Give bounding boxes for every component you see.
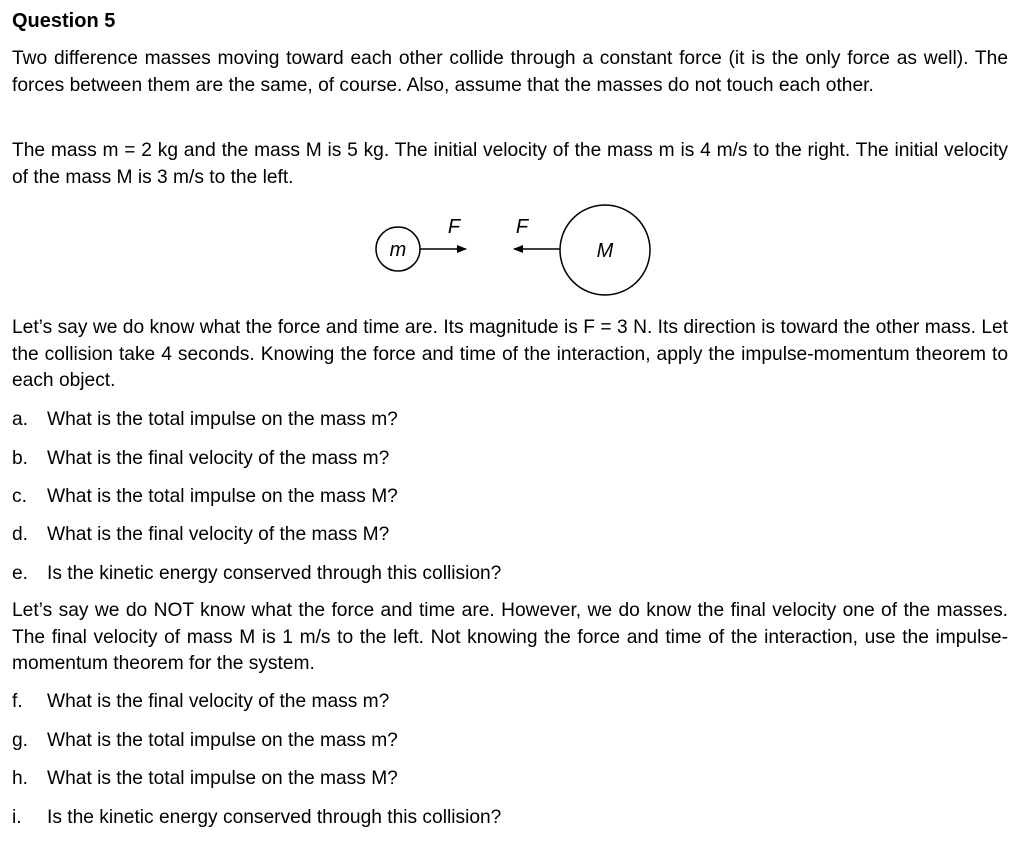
force-label-right: F (515, 216, 529, 238)
question-text: What is the final velocity of the mass m? (47, 448, 390, 469)
question-letter: f. (12, 691, 23, 712)
question-text: What is the final velocity of the mass M? (47, 524, 390, 545)
question-h (12, 767, 398, 791)
question-title: Question 5 (12, 10, 116, 32)
question-letter: b. (12, 448, 29, 469)
part1-paragraph: Let’s say we do know what the force and time are. Its magnitude is F = 3 N. Its direction is toward the other mass. Let the collision take 4 seconds. Knowing the force and time of the interaction, apply the impulse-momentum theorem to each object. (12, 317, 1008, 391)
question-g (12, 729, 398, 753)
question-e (12, 562, 501, 586)
question-text: What is the final velocity of the mass m? (47, 691, 390, 712)
question-letter: d. (12, 524, 29, 545)
question-letter: h. (12, 768, 29, 789)
question-text: What is the total impulse on the mass m? (47, 409, 398, 430)
force-label-left: F (447, 216, 461, 238)
part2-paragraph: Let’s say we do NOT know what the force and time are. However, we do know the final velocity one of the masses. The final velocity of mass M is 1 m/s to the left. Not knowing the force and time of the interaction, use the impulse-momentum theorem for the system. (12, 600, 1008, 674)
large-mass-label: M (596, 240, 614, 262)
question-text: What is the total impulse on the mass M? (47, 768, 398, 789)
collision-diagram (360, 198, 670, 304)
question-text: What is the total impulse on the mass m? (47, 730, 398, 751)
question-text: Is the kinetic energy conserved through this collision? (47, 563, 502, 584)
given-paragraph: The mass m = 2 kg and the mass M is 5 kg. The initial velocity of the mass m is 4 m/s to the right. The initial velocity of the mass M is 3 m/s to the left. (12, 140, 1008, 188)
question-i (12, 806, 501, 830)
question-f (12, 690, 389, 714)
question-text: What is the total impulse on the mass M? (47, 486, 398, 507)
question-text: Is the kinetic energy conserved through this collision? (47, 807, 502, 828)
intro-paragraph: Two difference masses moving toward each other collide through a constant force (it is the only force as well). The forces between them are the same, of course. Also, assume that the masses do not touch each other. (12, 48, 1008, 96)
question-letter: c. (12, 486, 27, 507)
question-letter: e. (12, 563, 29, 584)
question-c (12, 485, 398, 509)
question-letter: a. (12, 409, 29, 430)
collision-diagram-svg (360, 198, 670, 304)
question-letter: i. (12, 807, 22, 828)
question-d (12, 523, 389, 547)
question-b (12, 447, 389, 471)
question-a (12, 408, 398, 432)
question-letter: g. (12, 730, 29, 751)
small-mass-label: m (389, 239, 407, 261)
